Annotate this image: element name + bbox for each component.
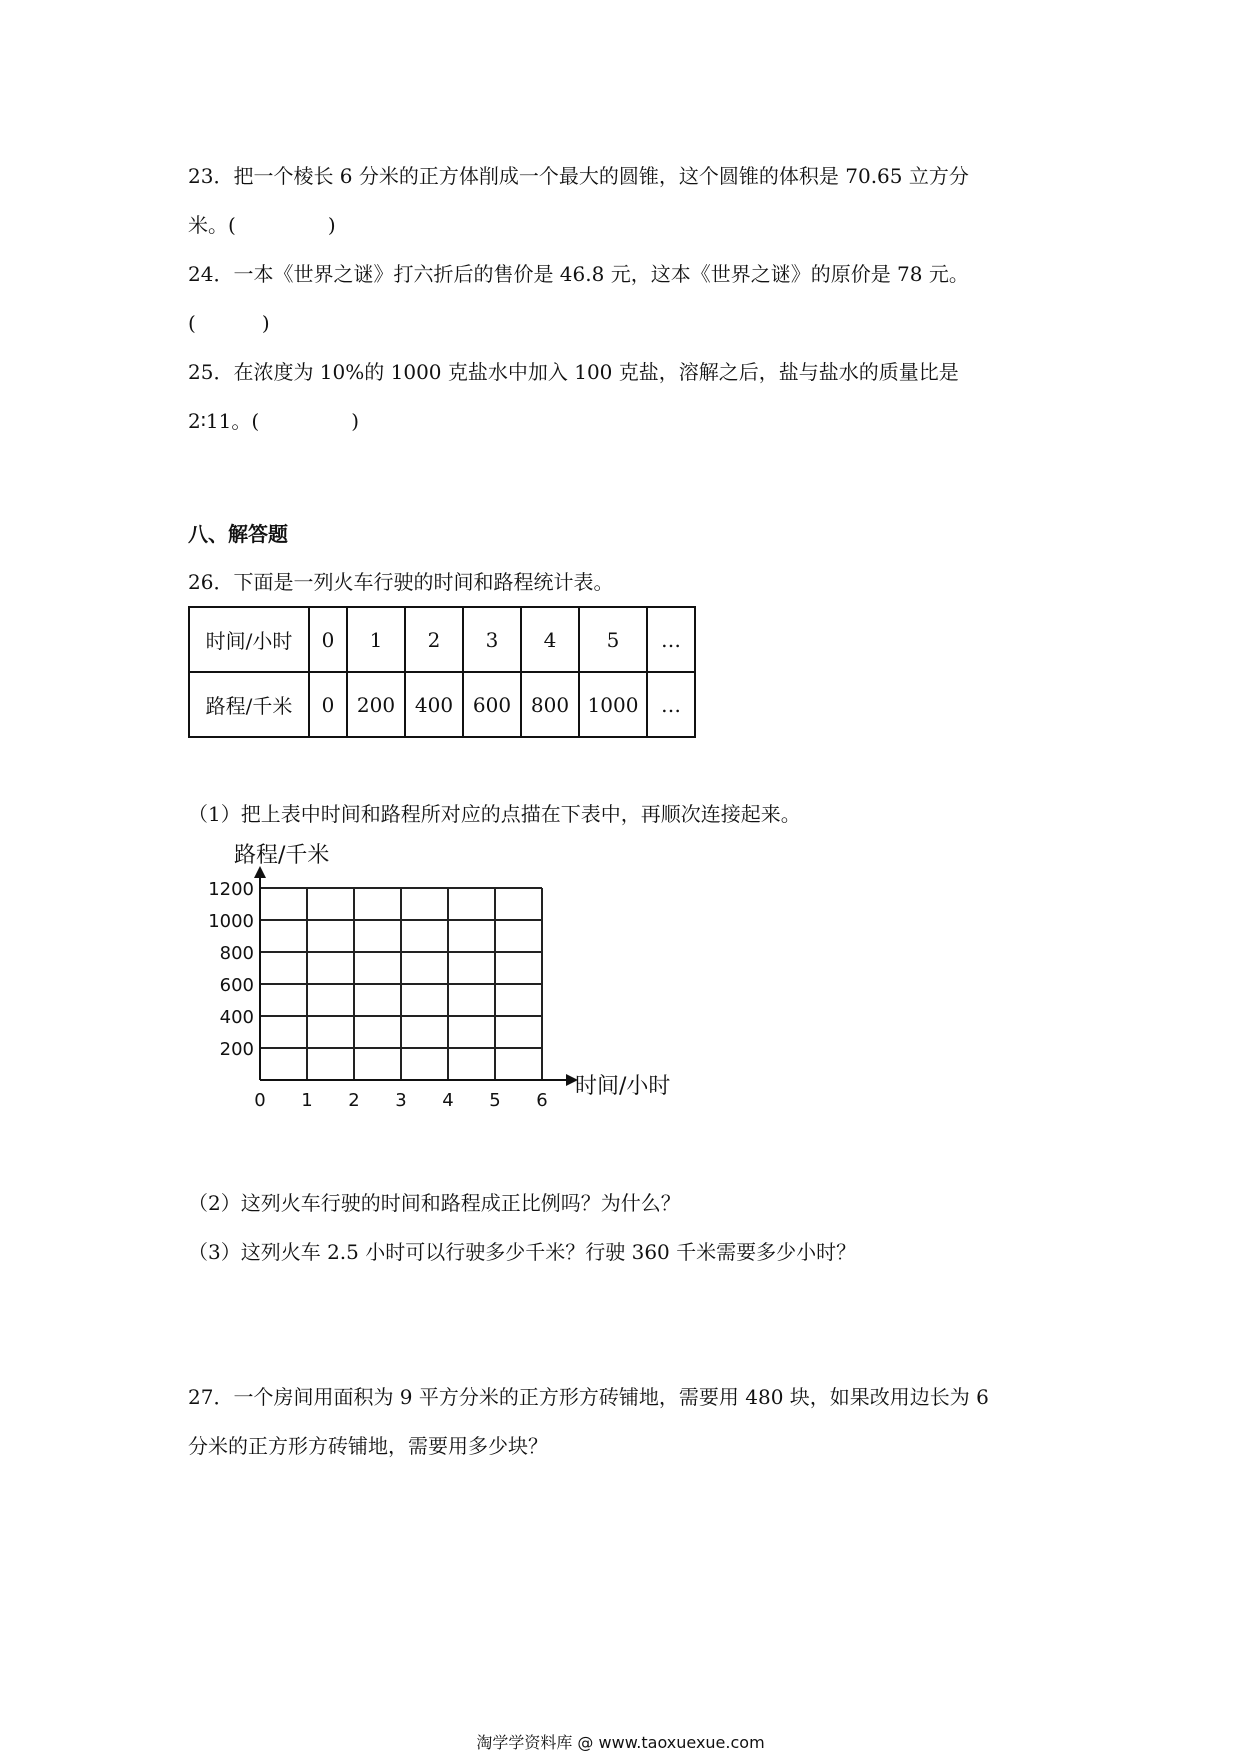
x-tick-label: 3: [395, 1090, 407, 1111]
q24-line2: [188, 309, 270, 337]
q26-part1: （1）把上表中时间和路程所对应的点描在下表中，再顺次连接起来。: [188, 802, 801, 826]
q26-part2: （2）这列火车行驶的时间和路程成正比例吗？为什么？: [188, 1191, 681, 1215]
chart-grid: [260, 888, 542, 1080]
q24-line1: 24．一本《世界之谜》打六折后的售价是 46.8 元，这本《世界之谜》的原价是 78 元。: [188, 262, 969, 286]
q23-line2: [188, 211, 336, 239]
q24-answer-suffix: ): [261, 311, 270, 335]
table-cell: 600: [463, 672, 521, 737]
y-tick-label: 1000: [208, 911, 254, 932]
q25-answer-suffix: ): [351, 409, 359, 433]
x-tick-label: 6: [536, 1090, 548, 1111]
x-tick-label: 0: [254, 1090, 266, 1111]
table-row-distance: [189, 672, 695, 737]
x-axis-label: 时间/小时: [575, 1074, 671, 1099]
q25-line1: 25．在浓度为 10%的 1000 克盐水中加入 100 克盐，溶解之后，盐与盐水的质量比是: [188, 360, 959, 384]
page-footer: 淘学学资料库 @ www.taoxuexue.com: [476, 1733, 765, 1752]
distance-time-grid-chart: [200, 840, 720, 1130]
table-cell: …: [647, 607, 695, 672]
q25-line2: [188, 407, 359, 435]
table-cell: 800: [521, 672, 579, 737]
q23-answer-prefix: 米。(: [188, 213, 236, 237]
y-tick-label: 800: [219, 943, 254, 964]
y-tick-label: 400: [219, 1007, 254, 1028]
y-tick-label: 200: [219, 1039, 254, 1060]
y-tick-label: 600: [219, 975, 254, 996]
x-tick-label: 1: [301, 1090, 313, 1111]
y-tick-labels: [208, 879, 254, 1060]
q27-line1: 27．一个房间用面积为 9 平方分米的正方形方砖铺地，需要用 480 块，如果改用边长为 6: [188, 1385, 989, 1409]
time-distance-table: [188, 606, 696, 738]
q26-intro: 26．下面是一列火车行驶的时间和路程统计表。: [188, 570, 614, 594]
table-cell: …: [647, 672, 695, 737]
y-tick-label: 1200: [208, 879, 254, 900]
q25-answer-prefix: 2∶11。(: [188, 409, 260, 433]
table-cell: 时间/小时: [189, 607, 309, 672]
table-cell: 2: [405, 607, 463, 672]
table-cell: 3: [463, 607, 521, 672]
x-tick-labels: [254, 1090, 547, 1111]
section-heading: 八、解答题: [188, 522, 288, 546]
table-cell: 5: [579, 607, 647, 672]
table-row-time: [189, 607, 695, 672]
q23-answer-suffix: ): [327, 213, 336, 237]
x-tick-label: 2: [348, 1090, 360, 1111]
q24-answer-prefix: (: [188, 311, 196, 335]
y-axis-label: 路程/千米: [234, 843, 330, 868]
q27-line2: 分米的正方形方砖铺地，需要用多少块？: [188, 1434, 548, 1458]
table-cell: 1: [347, 607, 405, 672]
q23-line1: 23．把一个棱长 6 分米的正方体削成一个最大的圆锥，这个圆锥的体积是 70.65 立方分: [188, 164, 969, 188]
q26-part3: （3）这列火车 2.5 小时可以行驶多少千米？行驶 360 千米需要多少小时？: [188, 1240, 857, 1264]
table-cell: 200: [347, 672, 405, 737]
table-cell: 0: [309, 607, 347, 672]
chart-axes: [254, 866, 578, 1086]
table-cell: 400: [405, 672, 463, 737]
table-cell: 0: [309, 672, 347, 737]
table-cell: 4: [521, 607, 579, 672]
x-tick-label: 4: [442, 1090, 454, 1111]
table-cell: 1000: [579, 672, 647, 737]
x-tick-label: 5: [489, 1090, 501, 1111]
table-cell: 路程/千米: [189, 672, 309, 737]
